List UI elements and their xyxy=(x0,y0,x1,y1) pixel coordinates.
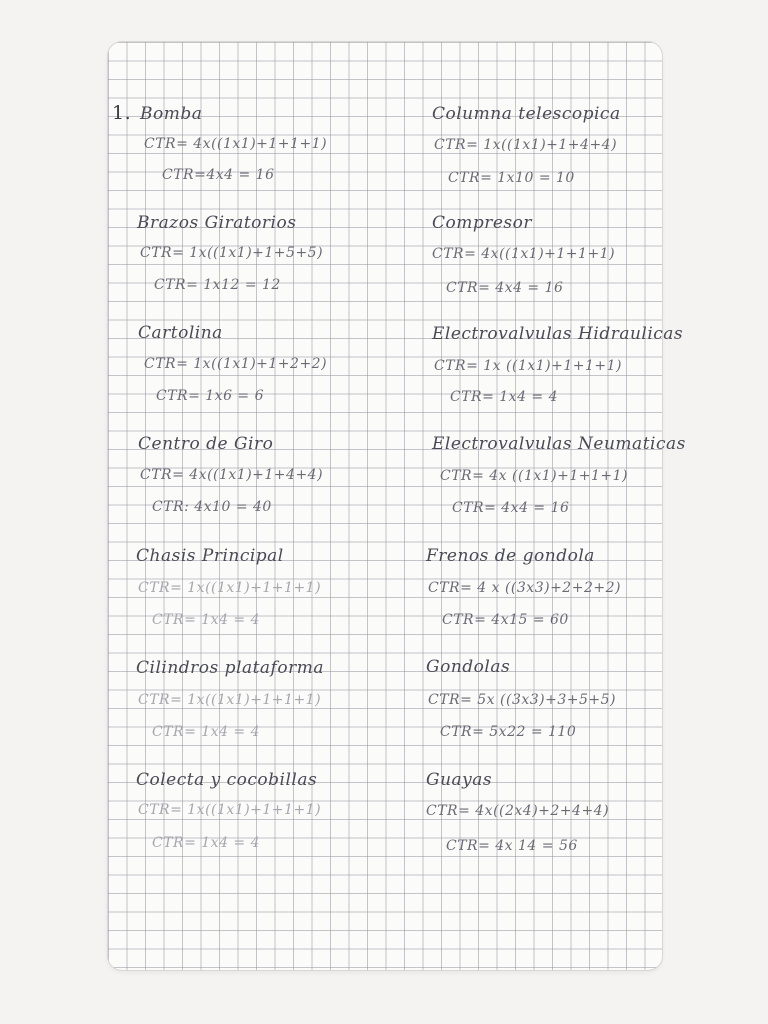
entry-formula: CTR= 1x((1x1)+1+4+4) xyxy=(434,137,618,153)
entry-title: Guayas xyxy=(426,770,493,790)
entry-formula: CTR= 1x((1x1)+1+1+1) xyxy=(138,802,322,818)
entry-result: CTR= 1x4 = 4 xyxy=(450,389,559,405)
entry-title: Colecta y cocobillas xyxy=(136,770,318,790)
entry-formula: CTR= 4x ((1x1)+1+1+1) xyxy=(440,468,628,484)
entry-title: Gondolas xyxy=(426,657,511,677)
entry-formula: CTR= 4x((1x1)+1+1+1) xyxy=(144,136,328,152)
entry-formula: CTR= 1x((1x1)+1+1+1) xyxy=(138,692,322,708)
entry-title: Centro de Giro xyxy=(138,434,274,454)
entry-title: Frenos de gondola xyxy=(426,546,595,566)
entry-formula: CTR= 4 x ((3x3)+2+2+2) xyxy=(428,580,621,596)
entry-title: Electrovalvulas Neumaticas xyxy=(432,434,686,454)
entry-result: CTR= 1x10 = 10 xyxy=(448,170,575,186)
entry-title: Bomba xyxy=(140,104,203,124)
entry-result: CTR=4x4 = 16 xyxy=(162,167,275,183)
entry-result: CTR= 4x15 = 60 xyxy=(442,612,569,628)
entry-result: CTR= 1x4 = 4 xyxy=(152,612,261,628)
entry-result: CTR= 1x4 = 4 xyxy=(152,835,261,851)
entry-title: Columna telescopica xyxy=(432,104,621,124)
entry-formula: CTR= 4x((2x4)+2+4+4) xyxy=(426,803,610,819)
entry-formula: CTR= 1x((1x1)+1+2+2) xyxy=(144,356,328,372)
entry-formula: CTR= 4x((1x1)+1+4+4) xyxy=(140,467,324,483)
entry-formula: CTR= 1x((1x1)+1+5+5) xyxy=(140,245,324,261)
problem-number: 1. xyxy=(112,102,132,124)
entry-result: CTR= 4x4 = 16 xyxy=(446,280,564,296)
entry-result: CTR= 1x4 = 4 xyxy=(152,724,261,740)
entry-result: CTR: 4x10 = 40 xyxy=(152,499,272,515)
entry-title: Brazos Giratorios xyxy=(137,213,297,233)
entry-result: CTR= 4x4 = 16 xyxy=(452,500,570,516)
entry-title: Cartolina xyxy=(138,323,223,343)
entry-formula: CTR= 1x((1x1)+1+1+1) xyxy=(138,580,322,596)
entry-formula: CTR= 5x ((3x3)+3+5+5) xyxy=(428,692,616,708)
entry-formula: CTR= 4x((1x1)+1+1+1) xyxy=(432,246,616,262)
entry-result: CTR= 4x 14 = 56 xyxy=(446,838,578,854)
entry-title: Chasis Principal xyxy=(136,546,284,566)
entry-result: CTR= 1x12 = 12 xyxy=(154,277,281,293)
entry-formula: CTR= 1x ((1x1)+1+1+1) xyxy=(434,358,622,374)
entry-title: Cilindros plataforma xyxy=(136,658,324,678)
entry-title: Compresor xyxy=(432,213,533,233)
entry-result: CTR= 5x22 = 110 xyxy=(440,724,577,740)
entry-result: CTR= 1x6 = 6 xyxy=(156,388,265,404)
entry-title: Electrovalvulas Hidraulicas xyxy=(432,324,684,344)
